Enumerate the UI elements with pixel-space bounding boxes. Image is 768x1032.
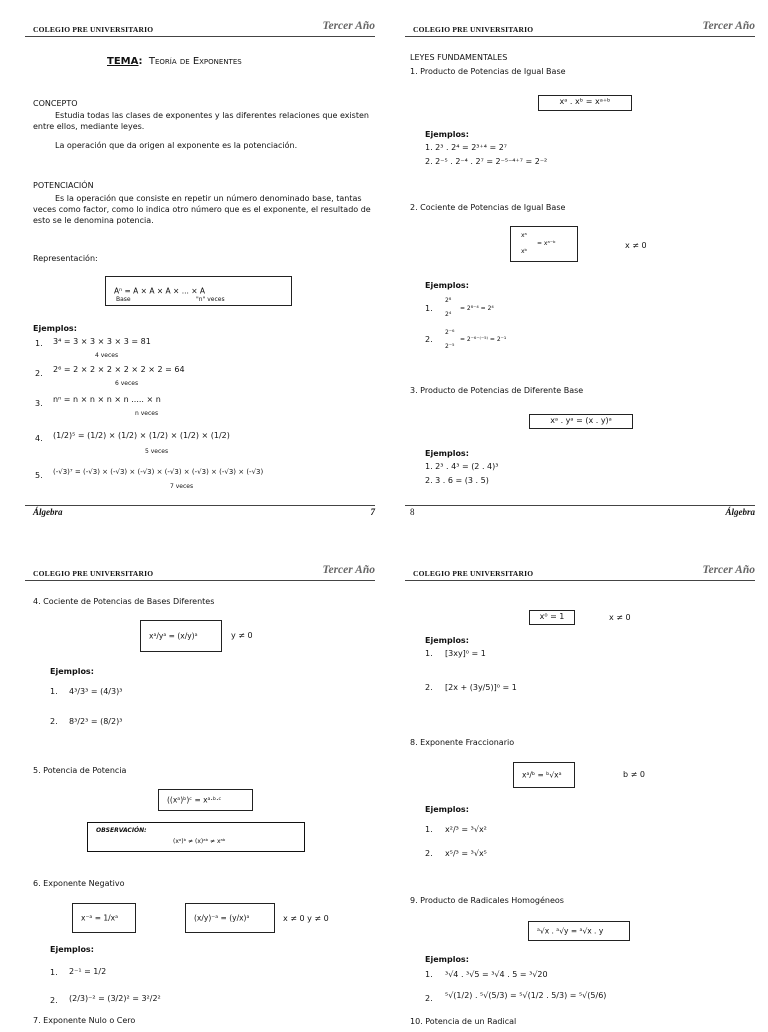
law-formula: x⁰ = 1 (529, 610, 575, 625)
example-expr: 2. 2⁻⁵ . 2⁻⁴ . 2⁷ = 2⁻⁵⁻⁴⁺⁷ = 2⁻² (425, 157, 548, 166)
law-title: 10. Potencia de un Radical (410, 1017, 517, 1026)
observation-title: OBSERVACIÓN: (96, 827, 147, 834)
example-num: 2⁻⁶ (445, 329, 455, 336)
law-formula: ᵃ√x . ᵃ√y = ᵃ√x . y (528, 921, 630, 941)
example-number: 1. (50, 687, 58, 696)
law-formula: ((xᵃ)ᵇ)ᶜ = xᵃ·ᵇ·ᶜ (158, 789, 253, 811)
page-header (405, 562, 755, 581)
example-expr: 1. 2³ . 2⁴ = 2³⁺⁴ = 2⁷ (425, 143, 507, 152)
example-note: 6 veces (115, 380, 139, 387)
example-number: 2. (425, 335, 433, 344)
law-title: 2. Cociente de Potencias de Igual Base (410, 203, 566, 212)
page-footer (405, 505, 755, 520)
example-expr: 8³/2³ = (8/2)³ (69, 717, 123, 726)
page-9 (25, 562, 375, 1032)
law-formula: xᵃ/yᵃ = (x/y)ᵃ (140, 620, 222, 652)
example-note: 5 veces (145, 448, 169, 455)
examples-label: Ejemplos: (33, 324, 77, 333)
examples-label: Ejemplos: (50, 945, 94, 954)
law-title: 7. Exponente Nulo o Cero (33, 1016, 136, 1025)
example-number: 2. (425, 849, 433, 858)
example-expr: (2/3)⁻² = (3/2)² = 3²/2² (69, 994, 161, 1003)
school-name: COLEGIO PRE UNIVERSITARIO (413, 25, 534, 34)
law-formula: xᵃ . xᵇ = xᵃ⁺ᵇ (538, 95, 632, 111)
base-label: Base (116, 296, 131, 303)
example-expr: x⁵/³ = ³√x⁵ (445, 849, 487, 858)
example-number: 1. (425, 825, 433, 834)
law-formula: xᵃ . yᵃ = (x . y)ᵃ (529, 414, 633, 429)
law-formula: x⁻ᵃ = 1/xᵃ (72, 903, 136, 933)
example-number: 1. (425, 649, 433, 658)
example-expr: nⁿ = n × n × n × n ..... × n (53, 395, 161, 404)
page-footer (25, 505, 375, 520)
page-8 (405, 18, 755, 517)
example-expr: 4³/3³ = (4/3)³ (69, 687, 123, 696)
observation-text: (xᵃ)ᵇ ≠ (x)ᵃᵇ ≠ xᵃᵇ (173, 838, 226, 845)
law-condition: y ≠ 0 (231, 631, 253, 640)
school-name: COLEGIO PRE UNIVERSITARIO (33, 569, 154, 578)
law-formula: xᵃ xᵇ = xᵃ⁻ᵇ (510, 226, 578, 262)
grade-label: Tercer Año (322, 564, 375, 576)
paragraph: Estudia todas las clases de exponentes y las diferentes relaciones que existen entre ellos, mediante leyes. (33, 111, 369, 131)
example-number: 1. (425, 970, 433, 979)
examples-label: Ejemplos: (425, 449, 469, 458)
subheading: Representación: (33, 254, 98, 263)
example-den: 2⁻⁵ (445, 343, 455, 350)
examples-label: Ejemplos: (425, 281, 469, 290)
observation-box (87, 822, 305, 852)
page-7 (25, 18, 375, 517)
example-result: = 2⁻⁶⁻⁽⁻⁵⁾ = 2⁻¹ (460, 336, 507, 343)
example-note: n veces (135, 410, 159, 417)
page-number: 8 (410, 507, 415, 517)
examples-label: Ejemplos: (50, 667, 94, 676)
example-expr: (-√3)⁷ = (-√3) × (-√3) × (-√3) × (-√3) × (-√3) × (-√3) × (-√3) (53, 468, 264, 476)
paragraph: Es la operación que consiste en repetir un número denominado base, tantas veces como factor, como lo indica otro número que es el exponente, el resultado de esto se le denomina potencia. (33, 194, 371, 225)
page-header (25, 562, 375, 581)
page-header (405, 18, 755, 37)
law-title: 5. Potencia de Potencia (33, 766, 127, 775)
paragraph: La operación que da origen al exponente es la potenciación. (55, 141, 298, 150)
law-title: 3. Producto de Potencias de Diferente Base (410, 386, 584, 395)
law-title: 6. Exponente Negativo (33, 879, 125, 888)
subject-label: Álgebra (33, 507, 63, 517)
law-title: 4. Cociente de Potencias de Bases Diferentes (33, 597, 215, 606)
example-expr: ⁵√(1/2) . ⁵√(5/3) = ⁵√(1/2 . 5/3) = ⁵√(5/6) (445, 991, 607, 1000)
section-title: CONCEPTO (33, 99, 78, 108)
example-number: 1. (50, 968, 58, 977)
law-formula: xᵃ/ᵇ = ᵇ√xᵃ (513, 762, 575, 788)
example-expr: 1. 2³ . 4³ = (2 . 4)³ (425, 462, 499, 471)
example-expr: (1/2)⁵ = (1/2) × (1/2) × (1/2) × (1/2) × (1/2) (53, 431, 230, 440)
example-number: 1. (35, 339, 43, 348)
example-expr: x²/³ = ³√x² (445, 825, 487, 834)
example-number: 2. (50, 996, 58, 1005)
example-number: 1. (425, 304, 433, 313)
example-note: 7 veces (170, 483, 194, 490)
examples-label: Ejemplos: (425, 130, 469, 139)
example-number: 2. (35, 369, 43, 378)
page-10 (405, 562, 755, 1032)
law-title: 9. Producto de Radicales Homogéneos (410, 896, 564, 905)
example-number: 2. (425, 683, 433, 692)
times-label: "n" veces (196, 296, 225, 303)
example-number: 5. (35, 471, 43, 480)
page-number: 7 (370, 507, 375, 517)
examples-label: Ejemplos: (425, 636, 469, 645)
example-number: 2. (425, 994, 433, 1003)
grade-label: Tercer Año (322, 20, 375, 32)
example-expr: [3xy]⁰ = 1 (445, 649, 486, 658)
law-title: 8. Exponente Fraccionario (410, 738, 515, 747)
section-title: POTENCIACIÓN (33, 181, 94, 190)
example-expr: ³√4 . ³√5 = ³√4 . 5 = ³√20 (445, 970, 548, 979)
example-number: 3. (35, 399, 43, 408)
law-title: 1. Producto de Potencias de Igual Base (410, 67, 566, 76)
school-name: COLEGIO PRE UNIVERSITARIO (33, 25, 154, 34)
topic-title: TEMA: Teoría de Exponentes (107, 56, 242, 67)
example-result: = 2⁸⁻⁴ = 2⁴ (460, 305, 494, 312)
page-header (25, 18, 375, 37)
example-expr: 2⁶ = 2 × 2 × 2 × 2 × 2 × 2 = 64 (53, 365, 185, 374)
example-number: 2. (50, 717, 58, 726)
grade-label: Tercer Año (702, 564, 755, 576)
example-number: 4. (35, 434, 43, 443)
examples-label: Ejemplos: (425, 955, 469, 964)
law-formula: (x/y)⁻ᵃ = (y/x)ᵃ (185, 903, 275, 933)
example-note: 4 veces (95, 352, 119, 359)
subject-label: Álgebra (725, 507, 755, 517)
example-den: 2⁴ (445, 311, 452, 318)
representation-formula: Aⁿ = A × A × A × ... × A Base "n" veces (105, 276, 292, 306)
example-expr: [2x + (3y/5)]⁰ = 1 (445, 683, 517, 692)
example-num: 2⁸ (445, 297, 452, 304)
example-expr: 2. 3 . 6 = (3 . 5) (425, 476, 489, 485)
example-expr: 2⁻¹ = 1/2 (69, 967, 107, 976)
section-title: LEYES FUNDAMENTALES (410, 53, 508, 62)
examples-label: Ejemplos: (425, 805, 469, 814)
school-name: COLEGIO PRE UNIVERSITARIO (413, 569, 534, 578)
law-condition: x ≠ 0 y ≠ 0 (283, 914, 329, 923)
law-condition: x ≠ 0 (609, 613, 631, 622)
law-condition: b ≠ 0 (623, 770, 645, 779)
grade-label: Tercer Año (702, 20, 755, 32)
law-condition: x ≠ 0 (625, 241, 647, 250)
example-expr: 3⁴ = 3 × 3 × 3 × 3 = 81 (53, 337, 151, 346)
